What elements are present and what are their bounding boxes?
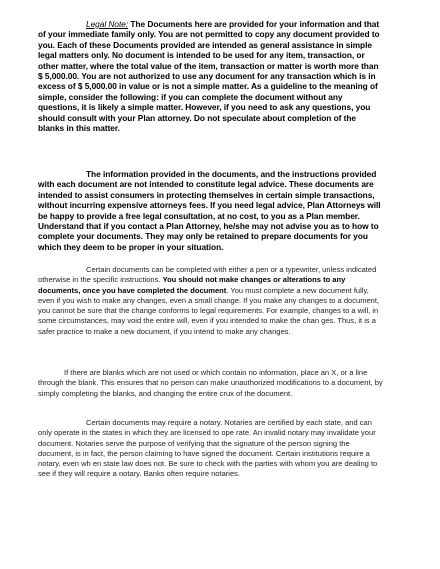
pen-typewriter-paragraph (38, 265, 384, 337)
information-paragraph-text: The information provided in the documents, and the instructions provided with each document are not intended to constitute legal advice. These documents are intended to assist consumers in protecting themselves in certain simple transactions, without incurring expensive attorneys fees. If you need legal advice, Plan Attorneys will be happy to provide a free legal consultation, at no cost, to you as a Plan member. Understand that if you contact a Plan Attorney, he/she may not advise you as to how to complete your documents. They may only be retained to prepare documents for you which they deem to be proper in your situation. (38, 169, 381, 252)
notary-paragraph (38, 418, 384, 480)
pen-paragraph-before: Certain documents can be completed with either a pen or a typewriter, unless indicated otherwise in the specific instructions. (38, 265, 377, 285)
blanks-paragraph-text: If there are blanks which are not used or which contain no information, place an X, or a line through the blank. This ensures that no person can make unauthorized modifications to a document, by simply completing the blanks, and changing the entire crux of the document. (38, 368, 383, 398)
pen-paragraph-after: . You must complete a new document fully, even if you wish to make any changes, even a small change. If you make any changes to a document, you cannot be sure that the change conforms to legal requirements. For example, changes to a will, in some circumstances, may void the entire will, even if you intended to make the chan ges. Thus, it is a safer practice to make a new document, if you intend to make any changes. (38, 285, 380, 336)
legal-note-text: The Documents here are provided for your information and that of your immediate family only. You are not permitted to copy any document provided to you. Each of these Documents provided are intended as general assistance in simple legal matters only. No document is intended to be used for any item, transaction, or other matter, where the total value of the item, transaction or matter is worth more than $ 5,000.00. You are not authorized to use any document for any transaction which is in excess of $ 5,000.00 in value or is not a simple matter. As a guideline to the meaning of simple, consider the following: if you can complete the document without any questions, it is likely a simple matter. However, if you need to ask any questions, you should consult with your Plan attorney. Do not speculate about completion of the blanks in this matter. (38, 19, 380, 134)
blanks-paragraph (38, 368, 384, 399)
information-paragraph (38, 169, 384, 252)
legal-note-label: Legal Note: (86, 19, 129, 29)
legal-note-paragraph (38, 19, 384, 133)
pen-paragraph-emphasis: You should not make changes or alterations to any documents, once you have completed the document (38, 275, 346, 295)
notary-paragraph-text: Certain documents may require a notary. Notaries are certified by each state, and can only operate in the states in which they are licensed to ope rate. An invalid notary may invalidate your document. Notaries serve the purpose of verifying that the signature of the person signing the document, is in fact, the person claiming to have signed the document. Certain institutions require a notary, even wh en state law does not. Be sure to check with the parties with whom you are dealing to see if they will require a notary. Banks often require notaries. (38, 418, 378, 479)
